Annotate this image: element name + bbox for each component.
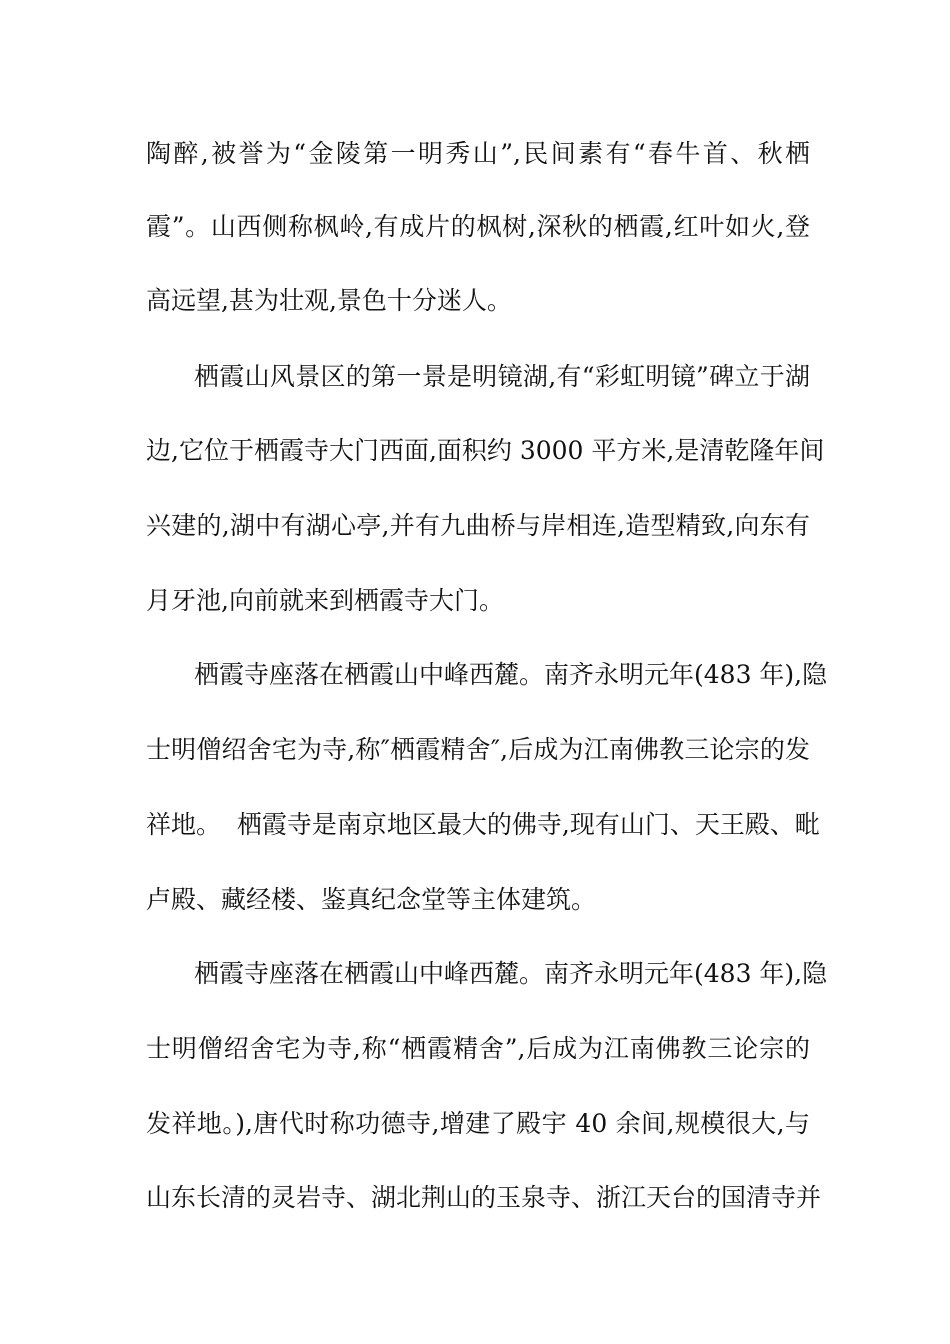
text-line: 山东长清的灵岩寺、湖北荆山的玉泉寺、浙江天台的国清寺并: [146, 1183, 822, 1212]
text-line: 霞”。山西侧称枫岭,有成片的枫树,深秋的栖霞,红叶如火,登: [146, 212, 810, 241]
text-line: 祥地。 栖霞寺是南京地区最大的佛寺,现有山门、天王殿、毗: [146, 810, 820, 839]
text-line: 边,它位于栖霞寺大门西面,面积约 3000 平方米,是清乾隆年间: [146, 436, 825, 465]
paragraph-first-line: 栖霞寺座落在栖霞山中峰西麓。南齐永明元年(483 年),隐: [194, 959, 828, 988]
text-line: 士明僧绍舍宅为寺,称″栖霞精舍″,后成为江南佛教三论宗的发: [146, 735, 810, 764]
paragraph-first-line: 栖霞山风景区的第一景是明镜湖,有“彩虹明镜”碑立于湖: [194, 362, 810, 391]
text-line: 卢殿、藏经楼、鉴真纪念堂等主体建筑。: [146, 885, 597, 914]
text-line: 陶醉,被誉为“金陵第一明秀山”,民间素有“春牛首、秋栖: [146, 139, 810, 168]
paragraph-first-line: 栖霞寺座落在栖霞山中峰西麓。南齐永明元年(483 年),隐: [194, 660, 828, 689]
text-line: 高远望,甚为壮观,景色十分迷人。: [146, 286, 512, 315]
text-line: 月牙池,向前就来到栖霞寺大门。: [146, 586, 504, 615]
text-line: 士明僧绍舍宅为寺,称“栖霞精舍”,后成为江南佛教三论宗的: [146, 1034, 810, 1063]
text-line: 兴建的,湖中有湖心亭,并有九曲桥与岸相连,造型精致,向东有: [146, 511, 810, 540]
text-line: 发祥地。),唐代时称功德寺,增建了殿宇 40 余间,规模很大,与: [146, 1109, 810, 1138]
